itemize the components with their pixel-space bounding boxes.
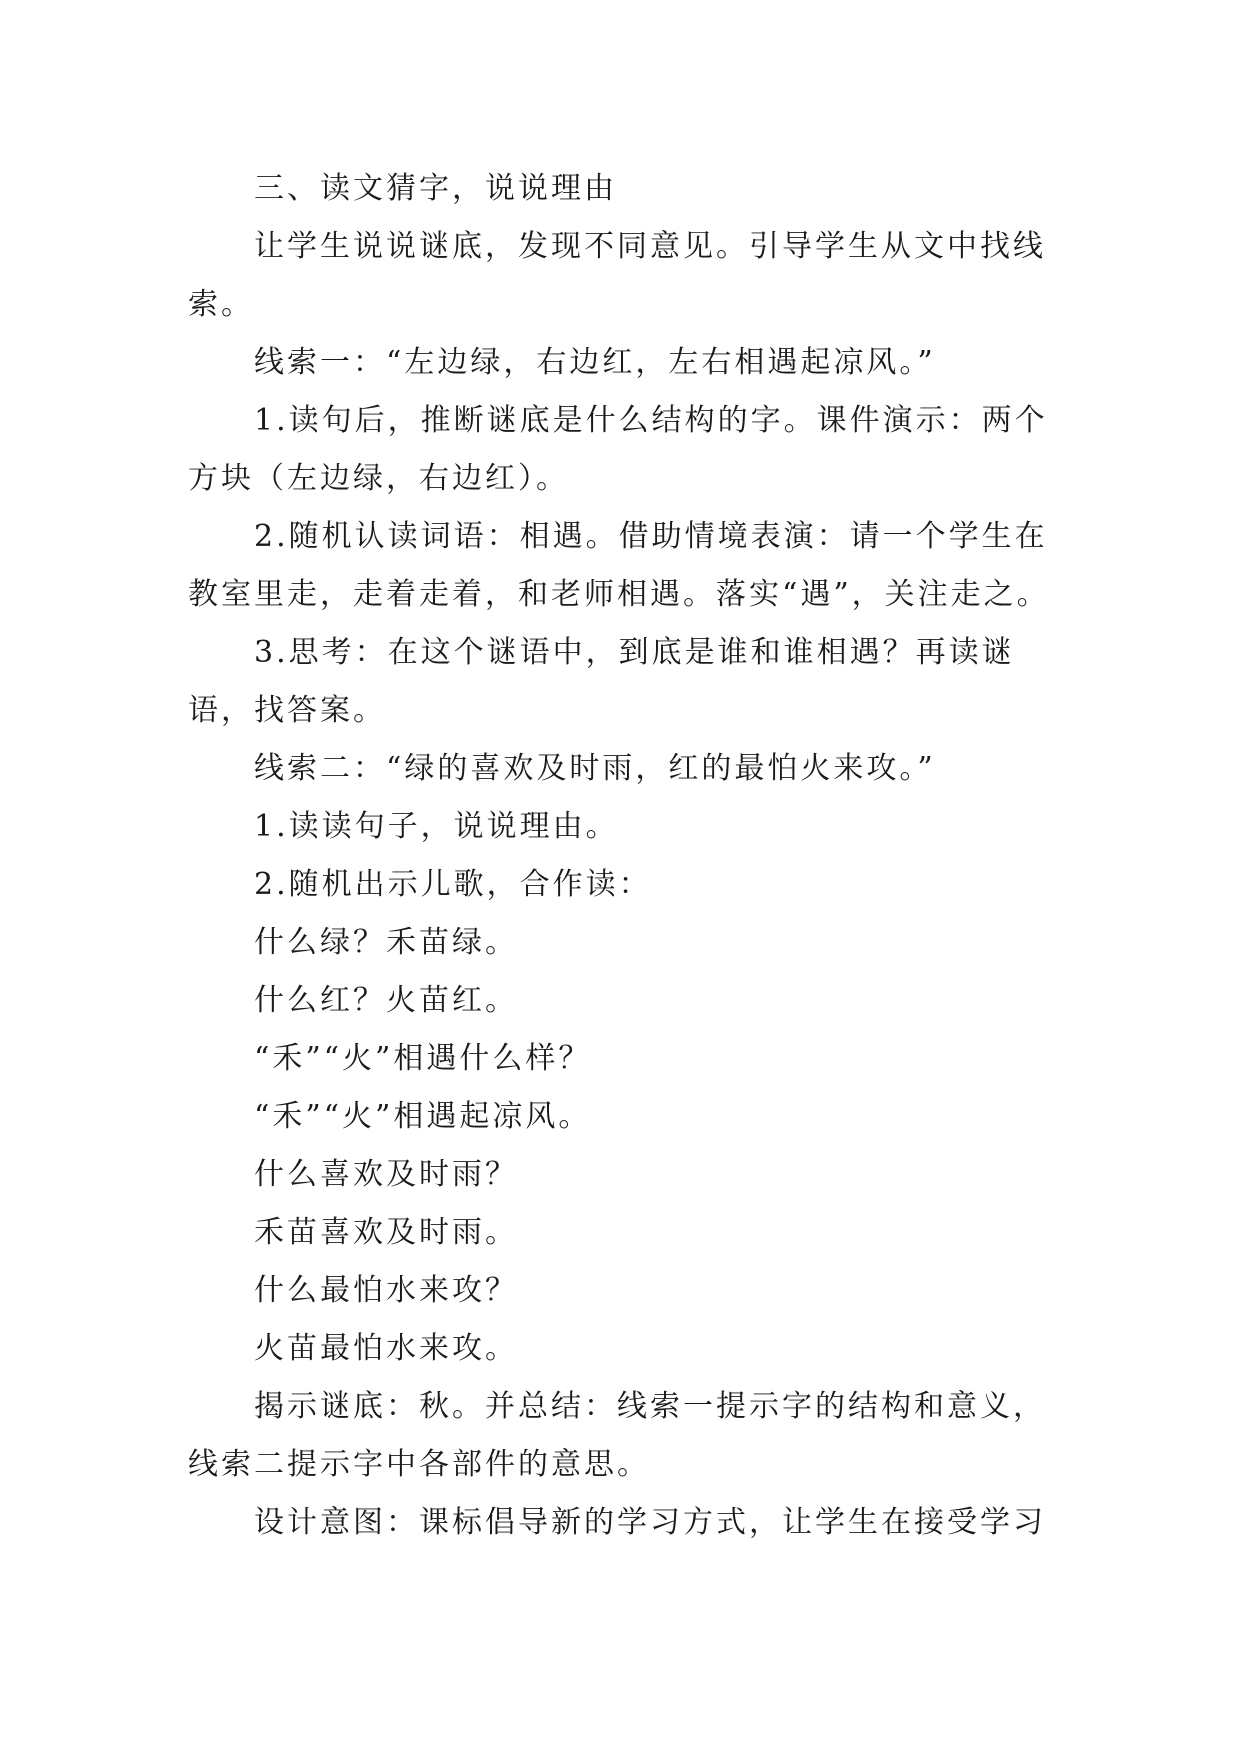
paragraph: 1.读句后，推断谜底是什么结构的字。课件演示：两个方块（左边绿，右边红）。 bbox=[188, 403, 1048, 496]
rhyme-line: 什么喜欢及时雨？ bbox=[254, 1157, 518, 1192]
clue-heading: 线索一：“左边绿，右边红，左右相遇起凉风。” bbox=[254, 345, 936, 380]
paragraph: 揭示谜底：秋。并总结：线索一提示字的结构和意义，线索二提示字中各部件的意思。 bbox=[188, 1389, 1046, 1482]
paragraph: 3.思考：在这个谜语中，到底是谁和谁相遇？再读谜语，找答案。 bbox=[188, 635, 1015, 728]
rhyme-line: 什么最怕水来攻？ bbox=[254, 1273, 518, 1308]
rhyme-line: 什么绿？禾苗绿。 bbox=[254, 925, 518, 960]
paragraph: 2.随机出示儿歌，合作读： bbox=[254, 867, 652, 902]
section-heading: 三、读文猜字，说说理由 bbox=[254, 171, 617, 206]
paragraph: 让学生说说谜底，发现不同意见。引导学生从文中找线索。 bbox=[188, 229, 1046, 322]
rhyme-line: “禾”“火”相遇起凉风。 bbox=[254, 1099, 592, 1134]
document-body bbox=[188, 160, 1068, 1552]
rhyme-line: 什么红？火苗红。 bbox=[254, 983, 518, 1018]
rhyme-line: 火苗最怕水来攻。 bbox=[254, 1331, 518, 1366]
paragraph: 2.随机认读词语：相遇。借助情境表演：请一个学生在教室里走，走着走着，和老师相遇。落实“遇”，关注走之。 bbox=[188, 519, 1050, 612]
paragraph: 设计意图：课标倡导新的学习方式，让学生在接受学习 bbox=[254, 1505, 1046, 1540]
clue-heading: 线索二：“绿的喜欢及时雨，红的最怕火来攻。” bbox=[254, 751, 936, 786]
paragraph: 1.读读句子，说说理由。 bbox=[254, 809, 619, 844]
rhyme-line: 禾苗喜欢及时雨。 bbox=[254, 1215, 518, 1250]
rhyme-line: “禾”“火”相遇什么样？ bbox=[254, 1041, 592, 1076]
